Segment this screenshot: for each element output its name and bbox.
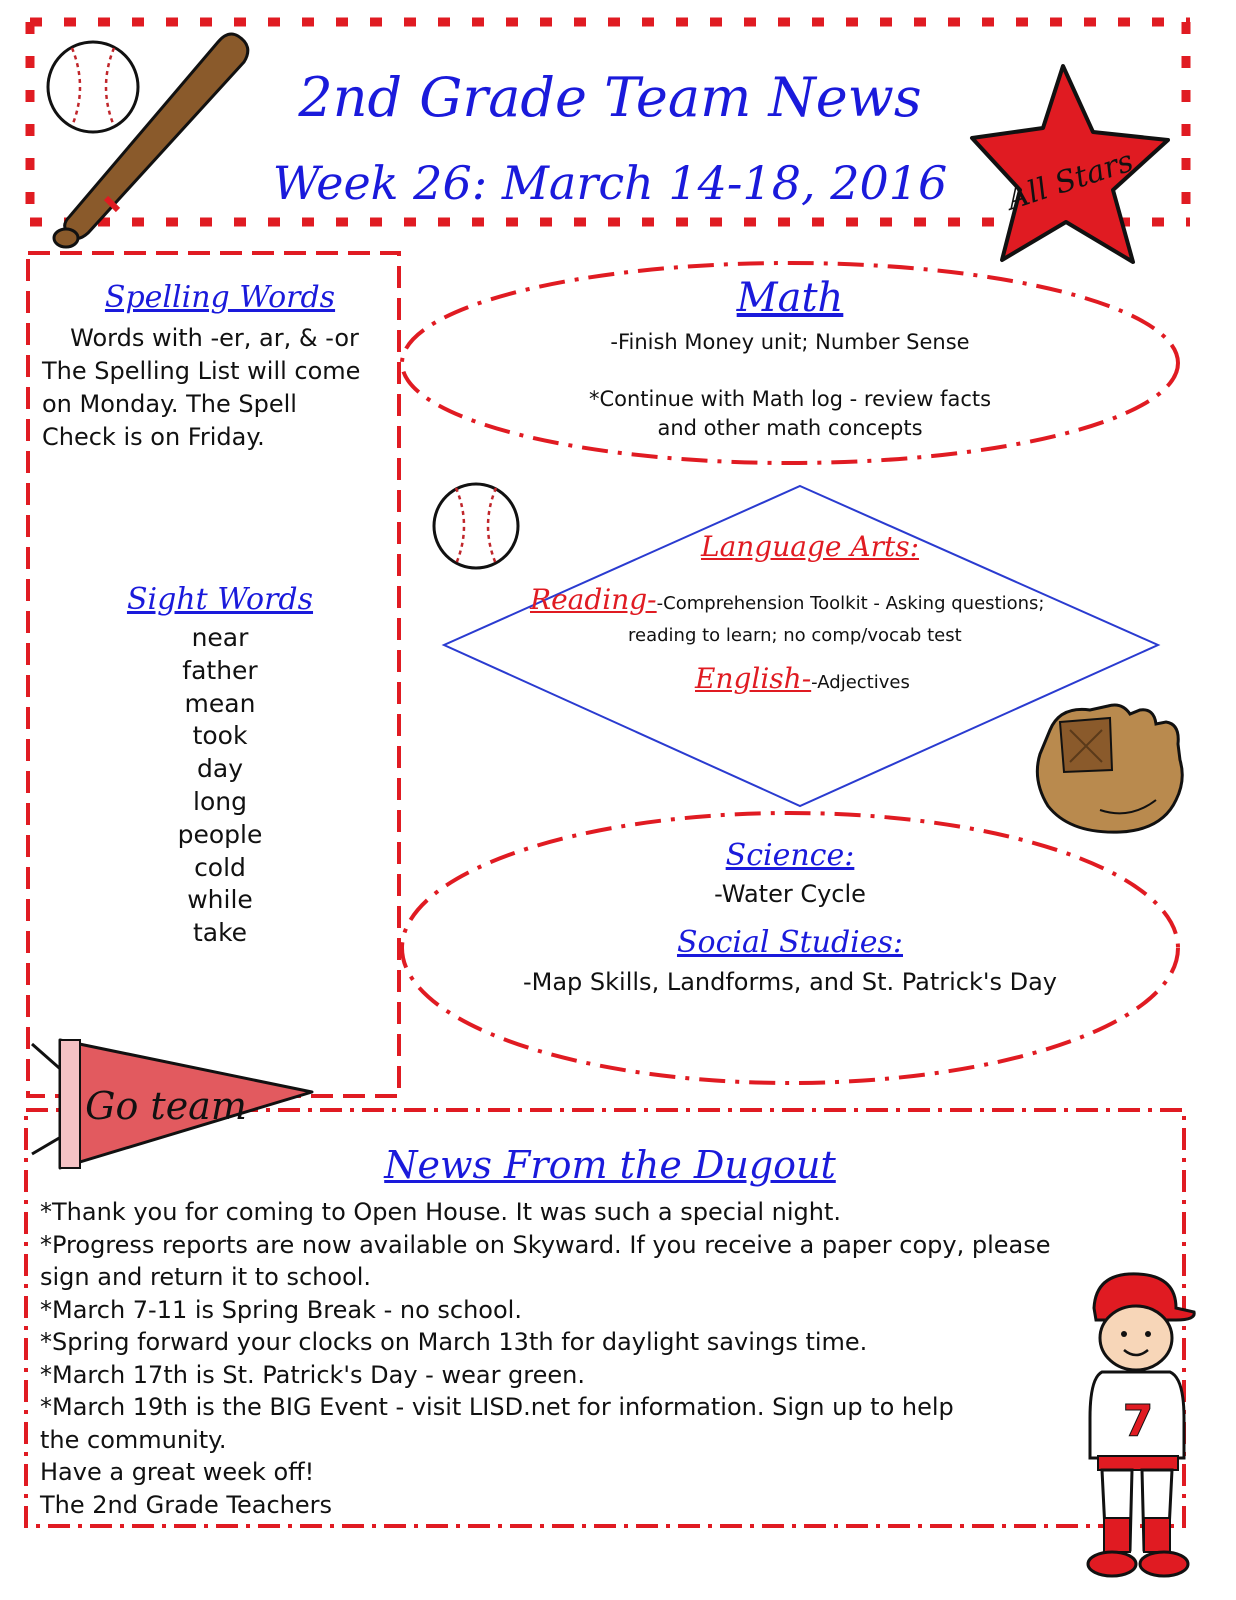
news-item: *Spring forward your clocks on March 13th for daylight savings time. (40, 1328, 868, 1356)
math-line: -Finish Money unit; Number Sense (610, 330, 970, 354)
baseball-icon (428, 480, 524, 572)
sight-words-list (40, 622, 400, 950)
math-notes (500, 385, 1080, 443)
sight-word: take (192, 918, 248, 948)
jersey-number: 7 (1122, 1396, 1154, 1447)
reading-text (530, 585, 1090, 651)
news-item: *Progress reports are now available on Skyward. If you receive a paper copy, please (40, 1230, 1051, 1259)
sight-words-heading: Sight Words (126, 582, 314, 617)
sight-word: mean (184, 688, 256, 718)
page-title: 2nd Grade Team News (298, 66, 922, 129)
spelling-line: The Spelling List will come (42, 357, 361, 385)
social-studies-text: -Map Skills, Landforms, and St. Patrick's Day (522, 968, 1058, 996)
reading-label: Reading- (530, 583, 657, 616)
science-text: -Water Cycle (714, 880, 866, 908)
reading-line: -Comprehension Toolkit - Asking questions; (656, 593, 1045, 614)
science-heading: Science: (725, 838, 855, 873)
reading-line: reading to learn; no comp/vocab test (628, 625, 962, 646)
pennant-text: Go team (85, 1084, 247, 1128)
star-text: All Stars (1002, 143, 1138, 218)
sight-word: day (197, 754, 243, 784)
all-stars-star-icon (968, 62, 1178, 267)
news-item: Have a great week off! (40, 1458, 315, 1486)
sight-word: cold (194, 852, 246, 882)
news-item: the community. (40, 1425, 227, 1454)
news-item: The 2nd Grade Teachers (40, 1490, 333, 1519)
sight-word: father (182, 655, 258, 685)
english-label: English- (695, 662, 812, 695)
spelling-line: Words with -er, ar, & -or (70, 324, 359, 352)
english-line: -Adjectives (811, 672, 910, 693)
sight-word: near (191, 623, 249, 652)
sight-word: took (192, 721, 248, 751)
language-arts-heading: Language Arts: (700, 530, 920, 563)
go-team-pennant-icon (26, 1034, 316, 1174)
baseball-glove-icon (1030, 700, 1192, 836)
math-line: *Continue with Math log - review facts (588, 387, 992, 411)
spelling-heading: Spelling Words (104, 280, 336, 315)
news-item: *March 17th is St. Patrick's Day - wear green. (40, 1360, 586, 1389)
english-text (695, 662, 1075, 695)
sight-word: while (187, 885, 253, 915)
social-studies-heading: Social Studies: (676, 925, 903, 960)
spelling-text (42, 322, 387, 454)
news-item: sign and return it to school. (40, 1263, 372, 1291)
spelling-line: on Monday. The Spell (42, 390, 297, 418)
math-heading: Math (736, 275, 844, 321)
math-line: and other math concepts (657, 416, 923, 440)
news-item: *March 19th is the BIG Event - visit LISD.net for information. Sign up to help (40, 1393, 954, 1421)
sight-word: long (193, 786, 247, 816)
dugout-news-list (40, 1196, 1150, 1521)
news-item: *March 7-11 is Spring Break - no school. (40, 1295, 522, 1324)
dugout-heading: News From the Dugout (384, 1143, 836, 1187)
baseball-player-icon (1072, 1268, 1202, 1584)
page-subtitle: Week 26: March 14-18, 2016 (272, 156, 948, 210)
sight-word: people (177, 819, 263, 849)
spelling-line: Check is on Friday. (42, 423, 265, 451)
baseball-bat-icon (48, 28, 258, 260)
news-item: *Thank you for coming to Open House. It was such a special night. (40, 1198, 841, 1226)
